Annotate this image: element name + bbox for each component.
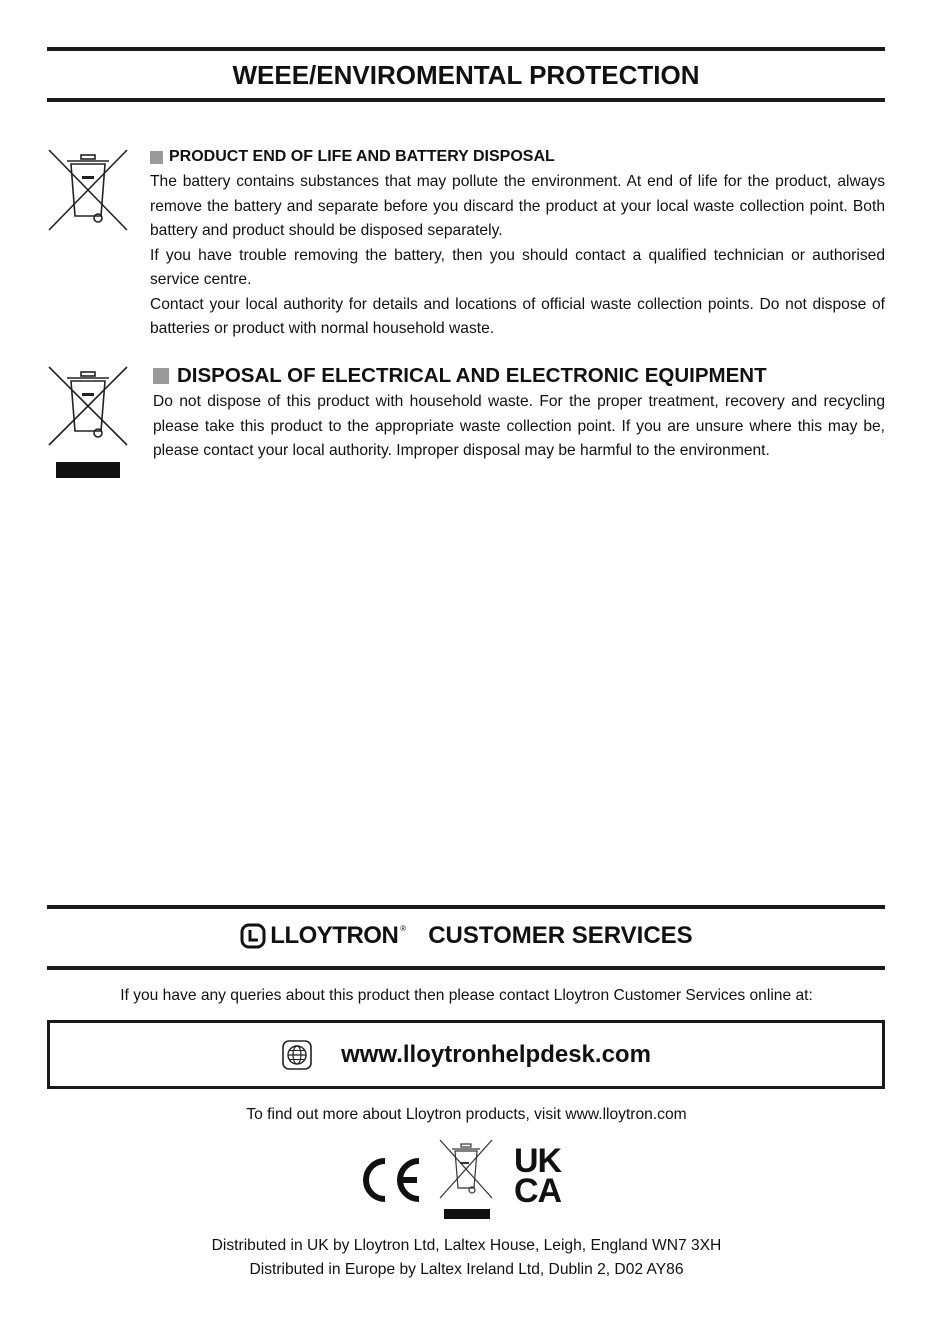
helpdesk-link[interactable]: www.lloytronhelpdesk.com	[341, 1040, 651, 1068]
distribution-europe: Distributed in Europe by Laltex Ireland Ltd, Dublin 2, D02 AY86	[249, 1261, 684, 1278]
ukca-mark	[514, 1142, 578, 1210]
section-heading-weee: DISPOSAL OF ELECTRICAL AND ELECTRONIC EQUIPMENT	[153, 364, 767, 388]
customer-services-title: CUSTOMER SERVICES	[428, 922, 693, 949]
weee-paragraphs	[153, 390, 885, 464]
ukca-line-1: UK	[514, 1142, 562, 1180]
contact-intro: If you have any queries about this product then please contact Lloytron Customer Services online at:	[120, 987, 813, 1004]
battery-paragraph-2: If you have trouble removing the battery, then you should contact a qualified technician or authorised service centre.	[150, 246, 885, 288]
crossed-bin-icon	[47, 148, 129, 232]
crossed-bin-small-icon	[438, 1138, 494, 1220]
brand-name: LLOYTRON	[270, 922, 399, 949]
weee-paragraph-1: Do not dispose of this product with household waste. For the proper treatment, recovery and recycling please take this product to the appropriate waste collection point. If you are unsure where this may be, please contact your local authority. Improper disposal may be harmful to the environment.	[153, 393, 885, 459]
globe-icon	[281, 1039, 313, 1071]
crossed-bin-bar-icon	[47, 365, 129, 481]
ukca-line-2: CA	[514, 1172, 562, 1210]
more-info-text: To find out more about Lloytron products, visit www.lloytron.com	[246, 1106, 687, 1123]
heading-square-icon	[150, 151, 163, 164]
helpdesk-box	[47, 1020, 885, 1089]
ce-mark-icon	[355, 1155, 425, 1205]
battery-paragraph-1: The battery contains substances that may pollute the environment. At end of life for the product, always remove the battery and separate before you discard the product at your local waste collection point. Both battery and product should be disposed separately.	[150, 173, 885, 239]
title-underline	[47, 98, 885, 102]
registered-mark: ®	[400, 923, 407, 933]
lloytron-logo-icon	[240, 923, 266, 949]
heading-square-icon	[153, 368, 169, 384]
cs-top-rule	[47, 905, 885, 909]
cs-bottom-rule	[47, 966, 885, 970]
customer-services-header	[0, 922, 933, 950]
battery-paragraphs	[150, 170, 885, 342]
top-rule	[47, 47, 885, 51]
section-heading-battery: PRODUCT END OF LIFE AND BATTERY DISPOSAL	[150, 148, 555, 166]
page-title: WEEE/ENVIROMENTAL PROTECTION	[232, 60, 700, 90]
distribution-uk: Distributed in UK by Lloytron Ltd, Laltex House, Leigh, England WN7 3XH	[211, 1237, 722, 1254]
battery-paragraph-3: Contact your local authority for details and locations of official waste collection points. Do not dispose of batteries or product with normal household waste.	[150, 295, 885, 337]
